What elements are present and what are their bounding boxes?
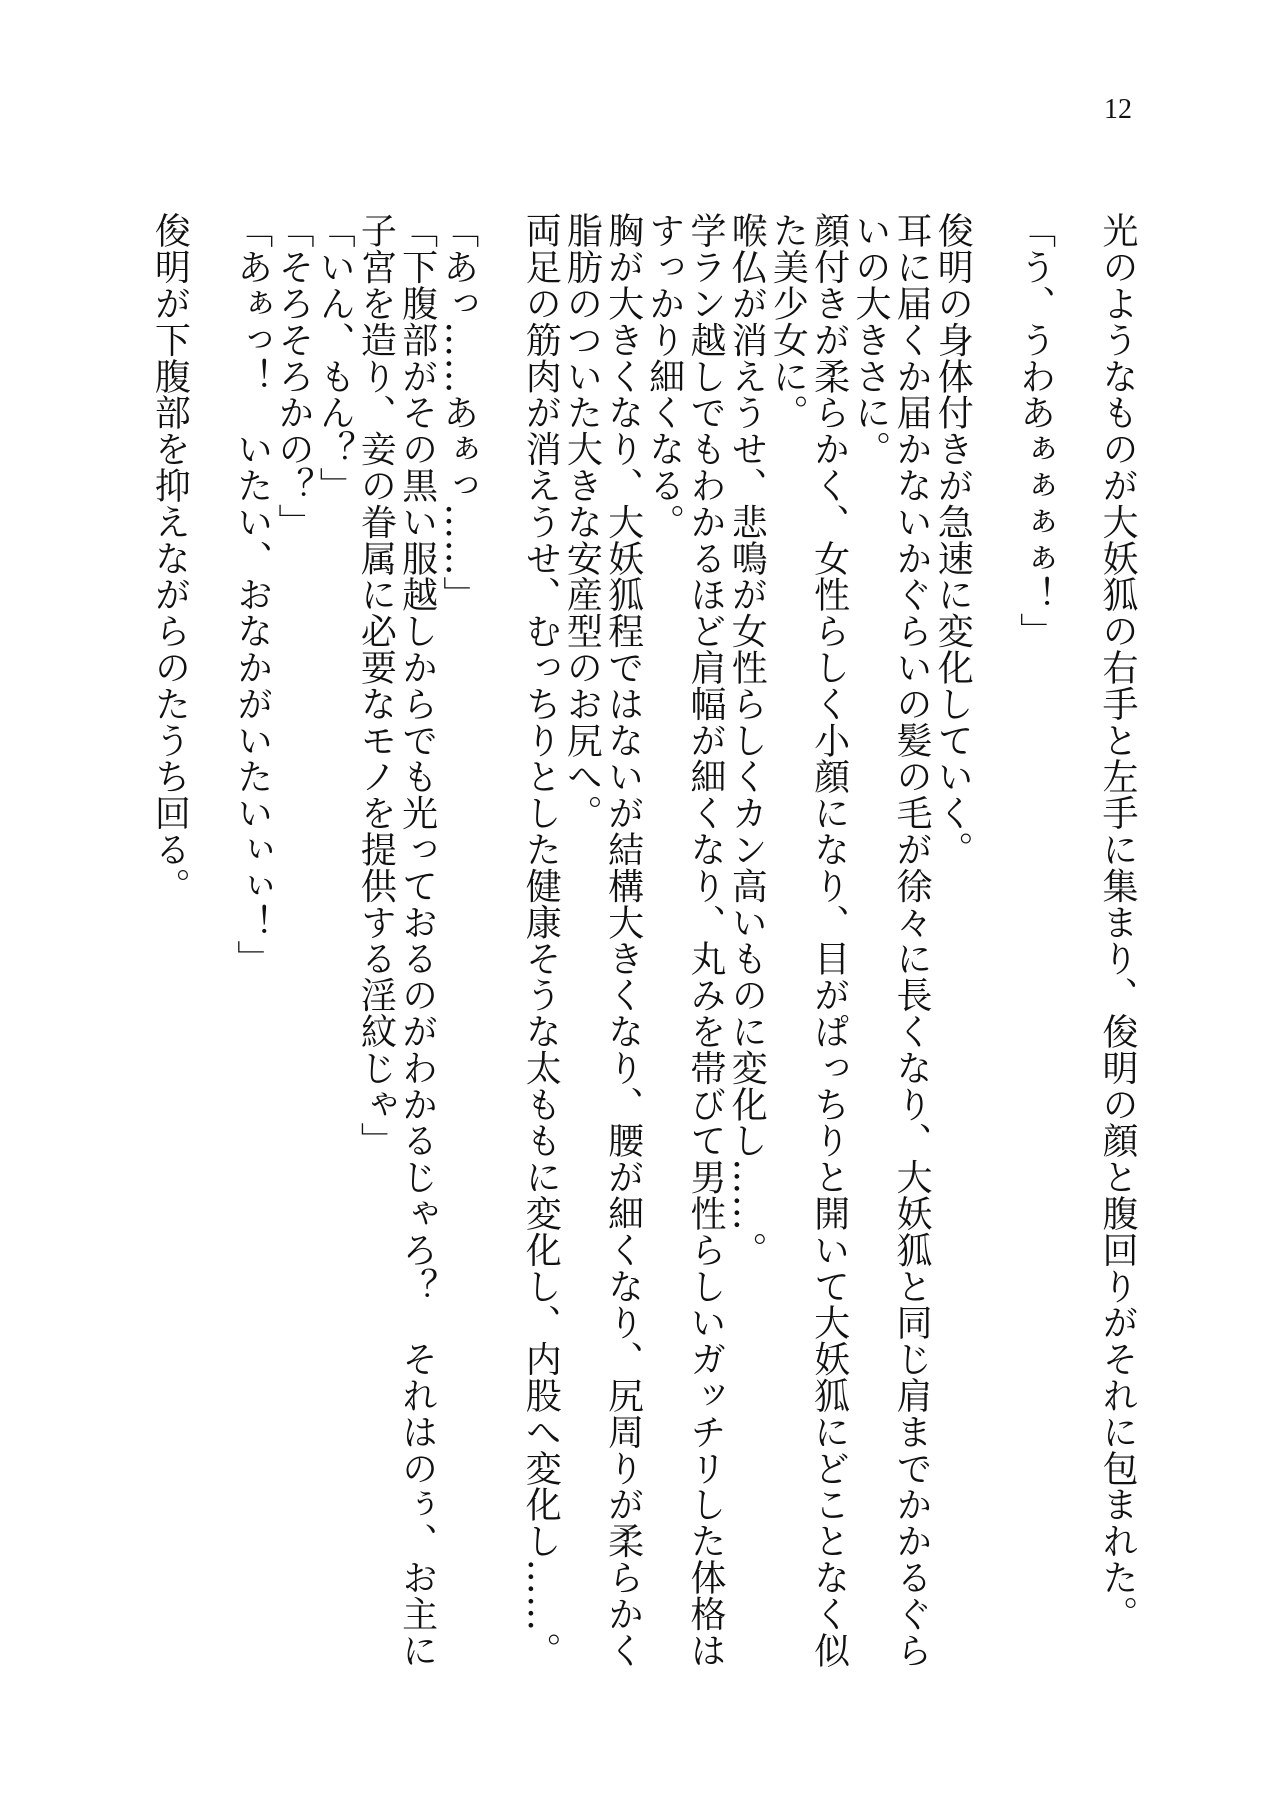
vertical-text-body <box>149 212 1138 1672</box>
paragraph: 俊明の身体付きが急速に変化していく。 <box>932 212 974 868</box>
paragraph: 喉仏が消えうせ、悲鳴が女性らしくカン高いものに変化し……。 <box>726 212 768 1268</box>
paragraph: 学ラン越しでもわかるほど肩幅が細くなり、丸みを帯びて男性らしいガッチリした体格はすっかり細くなる。 <box>643 212 726 1668</box>
blank-line <box>190 212 231 213</box>
page-number: 12 <box>1104 94 1132 125</box>
blank-line <box>479 212 520 213</box>
blank-line <box>973 212 1014 213</box>
dialogue-line: 「そろそろかの？」 <box>272 212 314 540</box>
dialogue-line: 「あぁっ！ いたい、おなかがいたいぃぃ！」 <box>231 212 273 977</box>
dialogue-line: 「う、うわあぁぁぁぁ！」 <box>1014 212 1056 649</box>
paragraph: 光のようなものが大妖狐の右手と左手に集まり、俊明の顔と腹回りがそれに包まれた。 <box>1097 212 1138 1632</box>
paragraph: 俊明が下腹部を抑えながらのたうち回る。 <box>149 212 191 904</box>
paragraph: 両足の筋肉が消えうせ、むっちりとした健康そうな太ももに変化し、内股へ変化し……。 <box>520 212 562 1668</box>
paragraph: 耳に届くか届かないかぐらいの髪の毛が徐々に長くなり、大妖狐と同じ肩までかかるぐらいの大きさに。 <box>849 212 933 1668</box>
blank-line <box>1056 212 1097 213</box>
paragraph: 胸が大きくなり、大妖狐程ではないが結構大きくなり、腰が細くなり、尻周りが柔らかく脂肪のついた大きな安産型のお尻へ。 <box>561 212 644 1668</box>
dialogue-line: 「あっ……あぁっ……」 <box>437 212 479 613</box>
dialogue-line: 「下腹部がその黒い服越しからでも光っておるのがわかるじゃろ？ それはのぅ、お主に子宮を造り、妾の眷属に必要なモノを提供する淫紋じゃ」 <box>355 212 438 1668</box>
paragraph: 顔付きが柔らかく、女性らしく小顔になり、目がぱっちりと開いて大妖狐にどことなく似た美少女に。 <box>767 212 850 1668</box>
dialogue-line: 「いん、もん？」 <box>314 212 356 504</box>
